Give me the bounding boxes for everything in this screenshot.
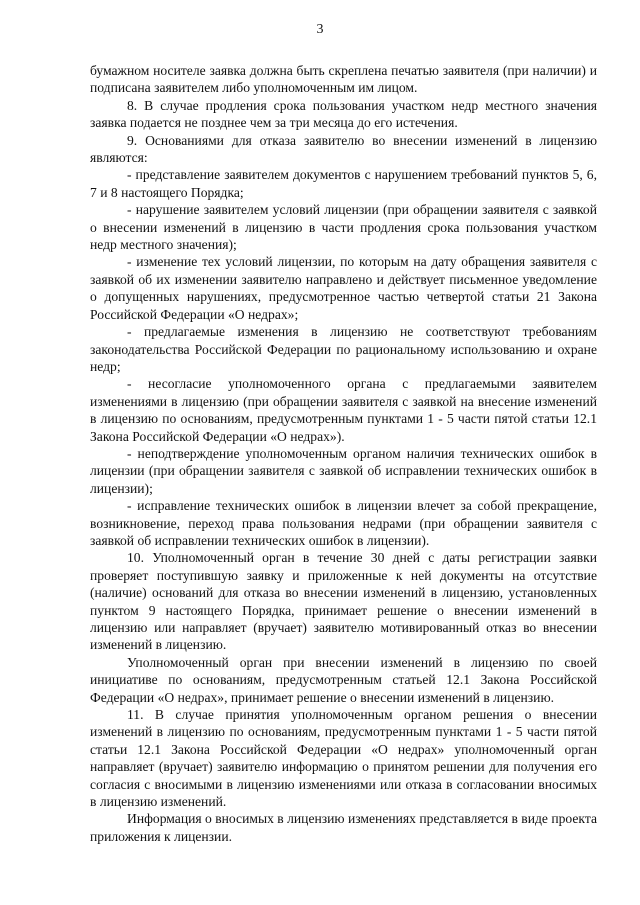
- list-item: - несогласие уполномоченного органа с предлагаемыми заявителем изменениями в лицензию (при обращении заявителя с заявкой на внесение изменений в лицензию по основаниям, предусмотренным пунктами 1 - 5 части пятой статьи 12.1 Закона Российской Федерации «О недрах»).: [90, 376, 597, 444]
- paragraph-item-11: 11. В случае принятия уполномоченным органом решения о внесении изменений в лицензию по основаниям, предусмотренным пунктами 1 - 5 части пятой статьи 12.1 Закона Российской Федерации «О недрах» уполномоченный орган направляет (вручает) заявителю информацию о принятом решении для получения его согласия с вносимыми в лицензию изменениями или отказа в согласовании вносимых в лицензию изменений.: [90, 707, 597, 810]
- list-item: - неподтверждение уполномоченным органом наличия технических ошибок в лицензии (при обращении заявителя с заявкой об исправлении технических ошибок в лицензии);: [90, 445, 597, 496]
- paragraph-item-8: 8. В случае продления срока пользования участком недр местного значения заявка подается не позднее чем за три месяца до его истечения.: [90, 97, 597, 131]
- list-item: - предлагаемые изменения в лицензию не соответствуют требованиям законодательства Российской Федерации по рациональному использованию и охране недр;: [90, 324, 597, 374]
- list-item: - исправление технических ошибок в лицензии влечет за собой прекращение, возникновение, переход права пользования недрами (при обращении заявителя с заявкой об исправлении технических ошибок в лицензии).: [90, 498, 597, 548]
- paragraph: Информация о вносимых в лицензию изменениях представляется в виде проекта приложения к лицензии.: [90, 811, 597, 844]
- document-body: [90, 62, 597, 845]
- list-item: - нарушение заявителем условий лицензии (при обращении заявителя с заявкой о внесении изменений в лицензию в части продления срока пользования участком недр местного значения);: [90, 202, 597, 253]
- page-number: 3: [316, 22, 324, 37]
- paragraph-item-9: 9. Основаниями для отказа заявителю во внесении изменений в лицензию являются:: [90, 132, 597, 166]
- list-item: - изменение тех условий лицензии, по которым на дату обращения заявителя с заявкой об их изменении заявителю направлено и действует письменное уведомление о допущенных нарушениях, предусмотренное частью четвертой статьи 21 Закона Российской Федерации «О недрах»;: [90, 254, 597, 322]
- paragraph-continuation: бумажном носителе заявка должна быть скреплена печатью заявителя (при наличии) и подписана заявителем либо уполномоченным им лицом.: [90, 63, 597, 96]
- paragraph-item-10: 10. Уполномоченный орган в течение 30 дней с даты регистрации заявки проверяет поступившую заявку и приложенные к ней документы на отсутствие (наличие) оснований для отказа во внесении изменений в лицензию, установленных пунктом 9 настоящего Порядка, принимает решение о внесении изменений в лицензию или направляет (вручает) заявителю мотивированный отказ во внесении изменений в лицензию.: [90, 550, 597, 653]
- paragraph: Уполномоченный орган при внесении изменений в лицензию по своей инициативе по основаниям, предусмотренным статьей 12.1 Закона Российской Федерации «О недрах», принимает решение о внесении изменений в лицензию.: [90, 654, 597, 705]
- list-item: - представление заявителем документов с нарушением требований пунктов 5, 6, 7 и 8 настоящего Порядка;: [90, 167, 597, 200]
